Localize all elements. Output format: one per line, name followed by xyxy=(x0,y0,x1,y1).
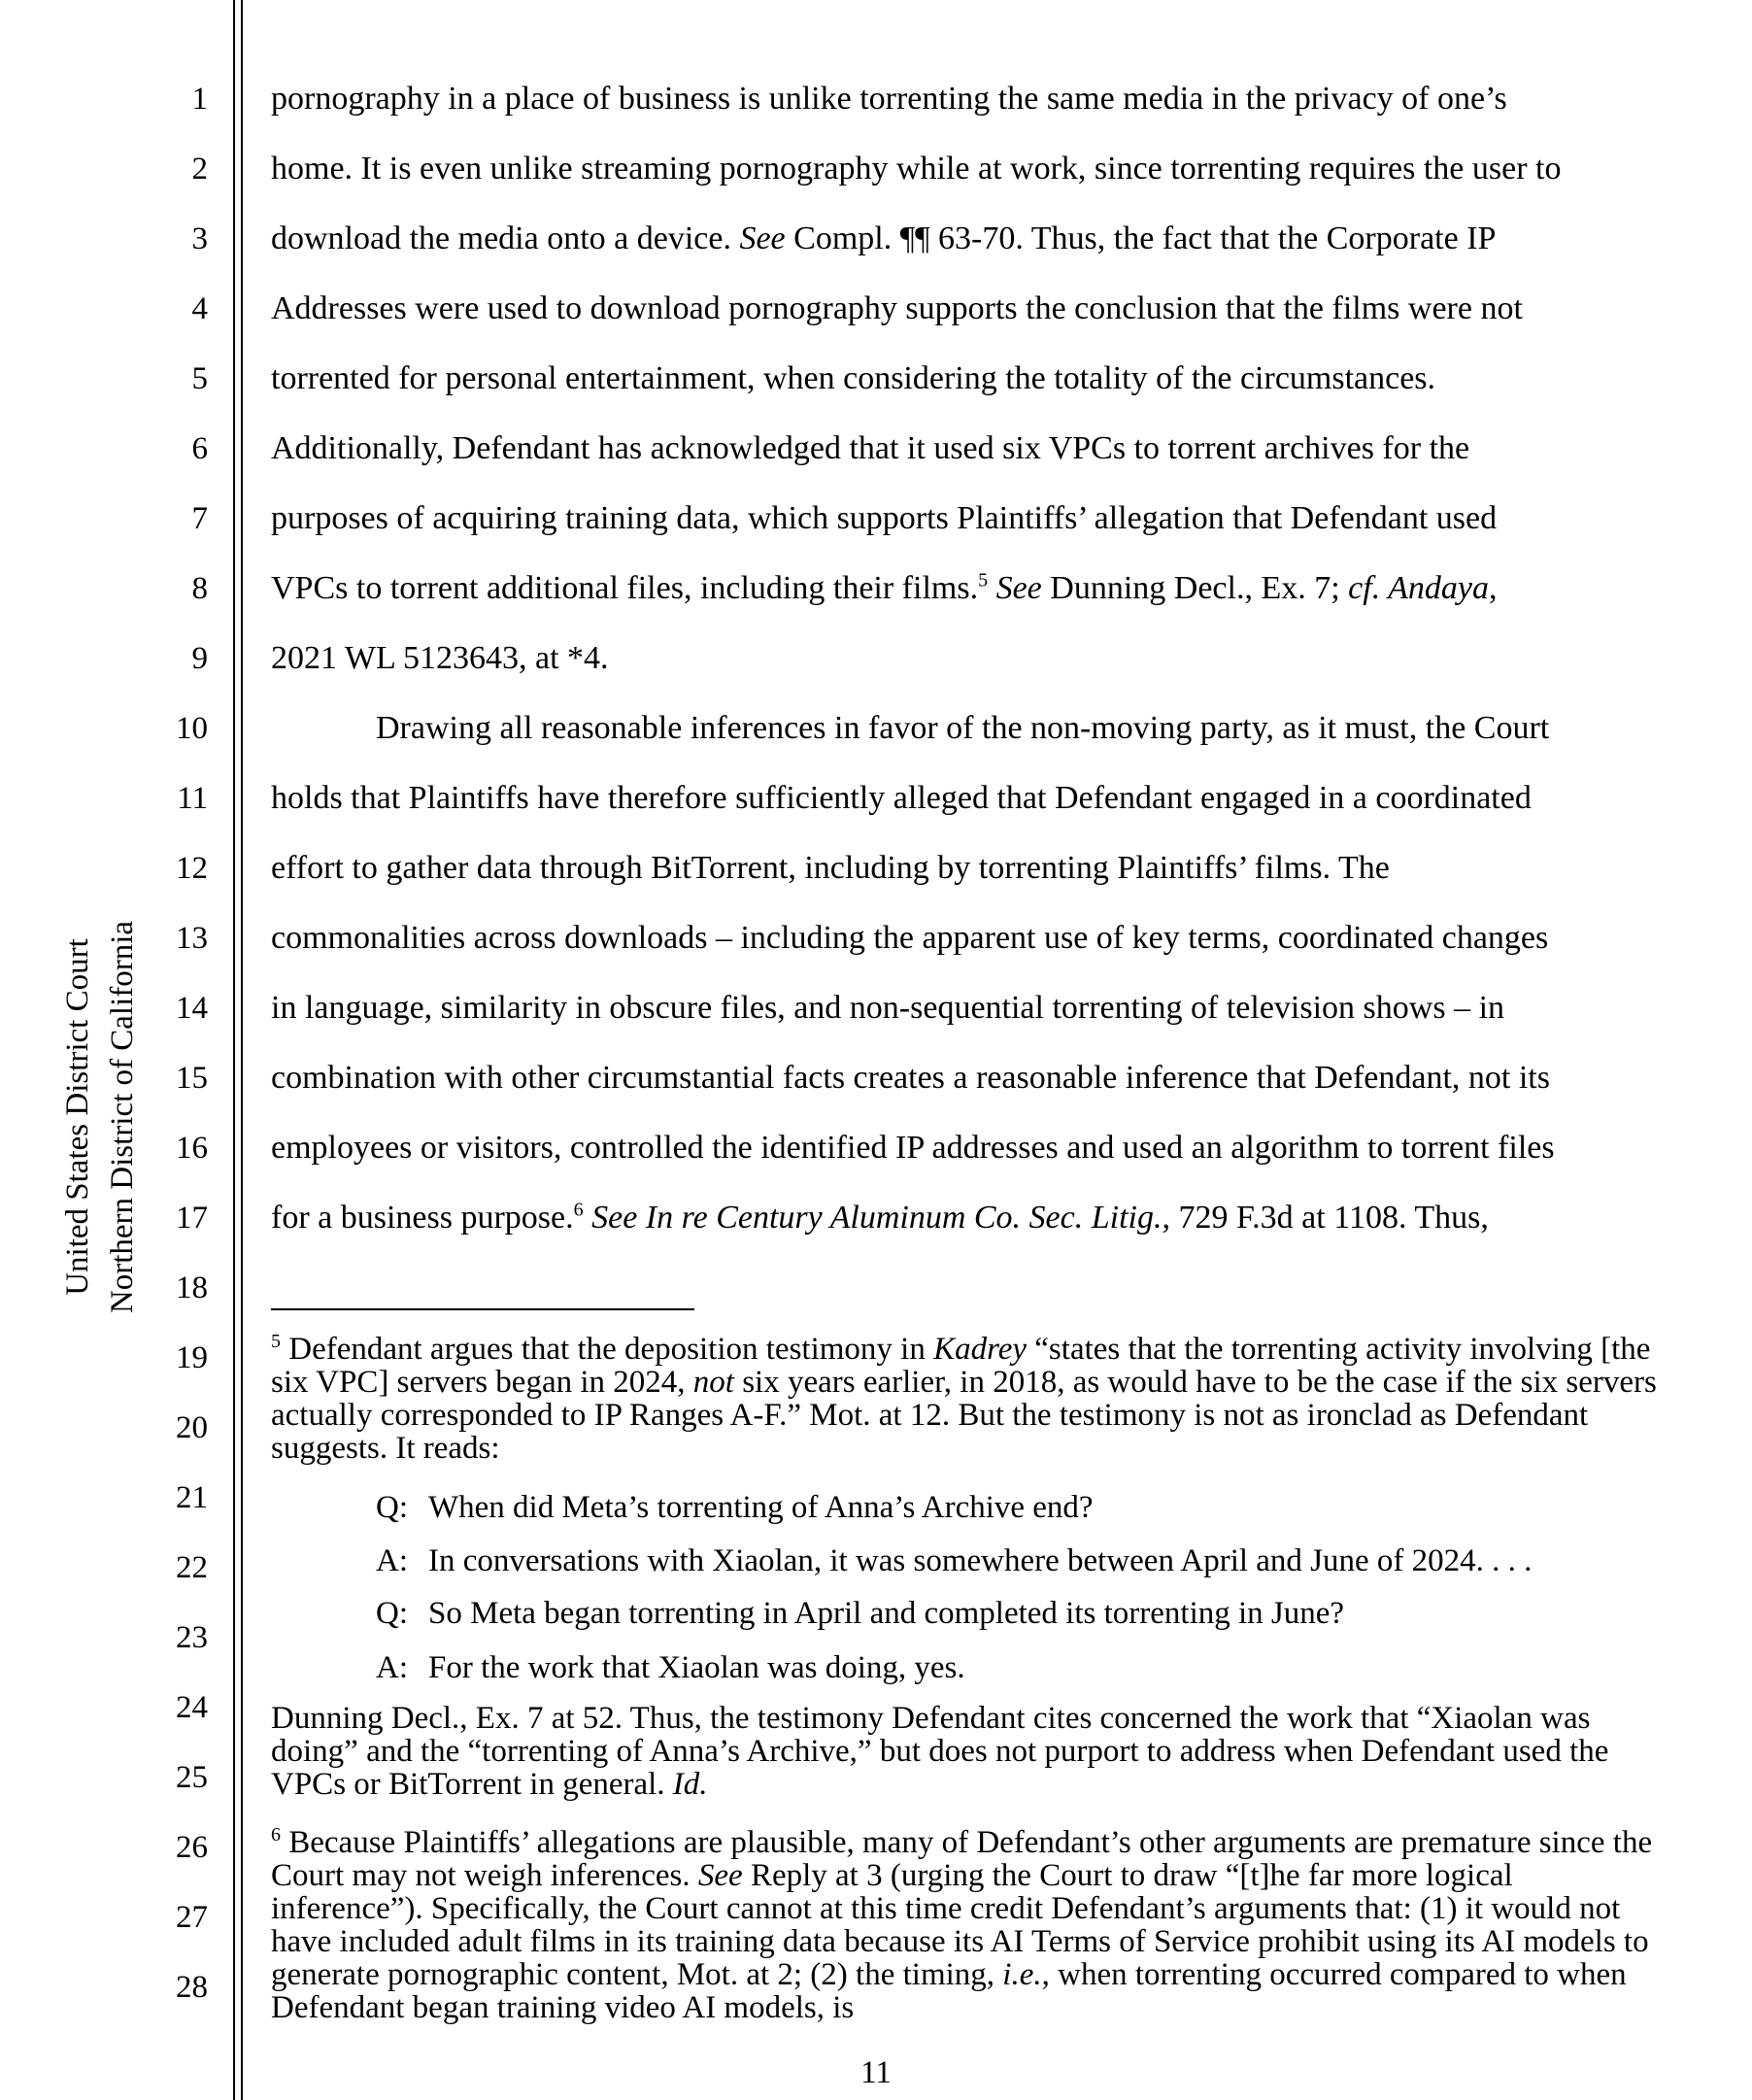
text-run xyxy=(988,570,996,606)
text-run: download the media onto a device. xyxy=(271,220,740,256)
body-line: home. It is even unlike streaming pornography while at work, since torrenting requires the user to xyxy=(271,151,1562,186)
abbreviation-ie: i.e. xyxy=(1002,1957,1042,1992)
body-line: in language, similarity in obscure files, and non-sequential torrenting of television shows – in xyxy=(271,990,1505,1026)
emphasis: not xyxy=(692,1365,734,1400)
text-run: Reply at 3 (urging the Court to draw “[t]he far more logical inference”). Specifically, the Court cannot at this time credit Defendant’s arguments that: (1) it would not have included adult films in its training data because its AI Terms of Service prohibit using its AI models to generate pornographic content, Mot. at 2; (2) the timing, xyxy=(271,1858,1649,1992)
signal-see: See xyxy=(697,1858,743,1893)
speaker-label: Q: xyxy=(376,1490,408,1525)
speaker-label: A: xyxy=(376,1543,408,1578)
quote-text: In conversations with Xiaolan, it was somewhere between April and June of 2024. . . . xyxy=(428,1543,1533,1578)
footnote-6 xyxy=(271,1826,1660,2024)
line-number: 16 xyxy=(176,1131,208,1166)
line-number: 15 xyxy=(176,1061,208,1096)
speaker-label: A: xyxy=(376,1650,408,1685)
body-line: Addresses were used to download pornography supports the conclusion that the films were not xyxy=(271,290,1523,326)
body-line: 2021 WL 5123643, at *4. xyxy=(271,640,609,676)
line-number: 27 xyxy=(176,1900,208,1935)
text-run: Dunning Decl., Ex. 7; xyxy=(1041,570,1349,606)
line-number: 20 xyxy=(176,1410,208,1445)
line-number: 17 xyxy=(176,1201,208,1236)
text-run: , when torrenting occurred compared to when Defendant began training video AI models, is xyxy=(271,1957,1627,2025)
line-number: 10 xyxy=(176,711,208,746)
body-line: Additionally, Defendant has acknowledged that it used six VPCs to torrent archives for the xyxy=(271,430,1470,466)
caption-district-name: Northern District of California xyxy=(105,920,140,1314)
footnote-separator xyxy=(271,1308,694,1310)
text-run: six years earlier, in 2018, as would have to be the case if the six servers actually corresponded to IP Ranges A-F.” Mot. at 12. But the testimony is not as ironclad as Defendant suggests. It reads: xyxy=(271,1365,1657,1466)
footnote-5 xyxy=(271,1333,1660,1465)
body-line: effort to gather data through BitTorrent, including by torrenting Plaintiffs’ films. The xyxy=(271,850,1390,886)
line-number: 7 xyxy=(191,501,208,536)
signal-see: See xyxy=(995,570,1042,606)
line-number: 5 xyxy=(191,361,208,396)
body-line: holds that Plaintiffs have therefore sufficiently alleged that Defendant engaged in a coordinated xyxy=(271,780,1532,816)
line-number: 3 xyxy=(191,221,208,256)
line-number: 23 xyxy=(176,1620,208,1655)
line-number: 4 xyxy=(191,291,208,326)
body-line: purposes of acquiring training data, which supports Plaintiffs’ allegation that Defendant used xyxy=(271,500,1498,536)
body-line: commonalities across downloads – including the apparent use of key terms, coordinated changes xyxy=(271,920,1549,956)
body-line: employees or visitors, controlled the identified IP addresses and used an algorithm to torrent files xyxy=(271,1130,1555,1166)
text-run: for a business purpose. xyxy=(271,1200,574,1236)
footnote-5-continuation xyxy=(271,1702,1660,1801)
citation-id: Id. xyxy=(672,1767,708,1802)
text-run: Defendant argues that the deposition testimony in xyxy=(281,1332,934,1367)
body-line: pornography in a place of business is unlike torrenting the same media in the privacy of one’s xyxy=(271,81,1507,117)
line-number: 6 xyxy=(191,431,208,466)
case-name: See In re Century Aluminum Co. Sec. Litig. xyxy=(591,1200,1162,1236)
line-number: 14 xyxy=(176,991,208,1026)
footnote-number: 5 xyxy=(271,1331,281,1352)
left-margin-rule xyxy=(233,0,235,2100)
text-run xyxy=(584,1200,592,1236)
case-name: cf. Andaya xyxy=(1348,570,1489,606)
deposition-line xyxy=(376,1543,1532,1578)
footnote-ref-5: 5 xyxy=(978,569,989,592)
line-number: 12 xyxy=(176,851,208,886)
quote-text: So Meta began torrenting in April and completed its torrenting in June? xyxy=(428,1596,1345,1631)
line-number: 8 xyxy=(191,571,208,606)
body-line: combination with other circumstantial facts creates a reasonable inference that Defendant, not its xyxy=(271,1060,1550,1096)
footnote-number: 6 xyxy=(271,1824,281,1846)
line-number: 1 xyxy=(191,82,208,117)
body-line: torrented for personal entertainment, when considering the totality of the circumstances. xyxy=(271,360,1436,396)
line-number: 13 xyxy=(176,921,208,956)
quote-text: When did Meta’s torrenting of Anna’s Archive end? xyxy=(428,1490,1094,1525)
line-number: 24 xyxy=(176,1690,208,1725)
body-line xyxy=(271,220,1496,258)
line-number: 28 xyxy=(176,1970,208,2005)
footnote-ref-6: 6 xyxy=(573,1199,584,1221)
line-number: 18 xyxy=(176,1270,208,1305)
line-number: 22 xyxy=(176,1550,208,1585)
body-line xyxy=(271,1199,1489,1237)
line-number: 25 xyxy=(176,1760,208,1795)
text-run: Compl. ¶¶ 63-70. Thus, the fact that the Corporate IP xyxy=(785,220,1497,256)
line-number: 21 xyxy=(176,1480,208,1515)
left-margin-rule-inner xyxy=(241,0,243,2100)
text-run: VPCs to torrent additional files, including their films. xyxy=(271,570,979,606)
text-run: , xyxy=(1488,570,1498,606)
line-number: 11 xyxy=(177,781,208,816)
body-line xyxy=(271,569,1497,608)
caption-court-name: United States District Court xyxy=(60,938,95,1296)
deposition-line xyxy=(376,1596,1344,1631)
text-run: , 729 F.3d at 1108. Thus, xyxy=(1162,1200,1489,1236)
line-number: 2 xyxy=(191,152,208,186)
line-number: 26 xyxy=(176,1830,208,1865)
signal-see: See xyxy=(739,220,786,256)
page-number: 11 xyxy=(860,2055,892,2090)
body-line: Drawing all reasonable inferences in favor of the non-moving party, as it must, the Court xyxy=(376,710,1550,746)
text-run: “states that the torrenting activity involving [the six VPC] servers began in 2024, xyxy=(271,1332,1651,1400)
deposition-line xyxy=(376,1650,965,1685)
deposition-line xyxy=(376,1490,1094,1525)
text-run: Because Plaintiffs’ allegations are plausible, many of Defendant’s other arguments are premature since the Court may not weigh inferences. xyxy=(271,1825,1653,1893)
line-number: 9 xyxy=(191,641,208,676)
case-name: Kadrey xyxy=(933,1332,1028,1367)
text-run: Dunning Decl., Ex. 7 at 52. Thus, the testimony Defendant cites concerned the work that “Xiaolan was doing” and the “torrenting of Anna’s Archive,” but does not purport to address when Defendant used the VPCs or BitTorrent in general. xyxy=(271,1701,1609,1802)
line-number: 19 xyxy=(176,1340,208,1375)
speaker-label: Q: xyxy=(376,1596,408,1631)
quote-text: For the work that Xiaolan was doing, yes. xyxy=(428,1650,965,1685)
